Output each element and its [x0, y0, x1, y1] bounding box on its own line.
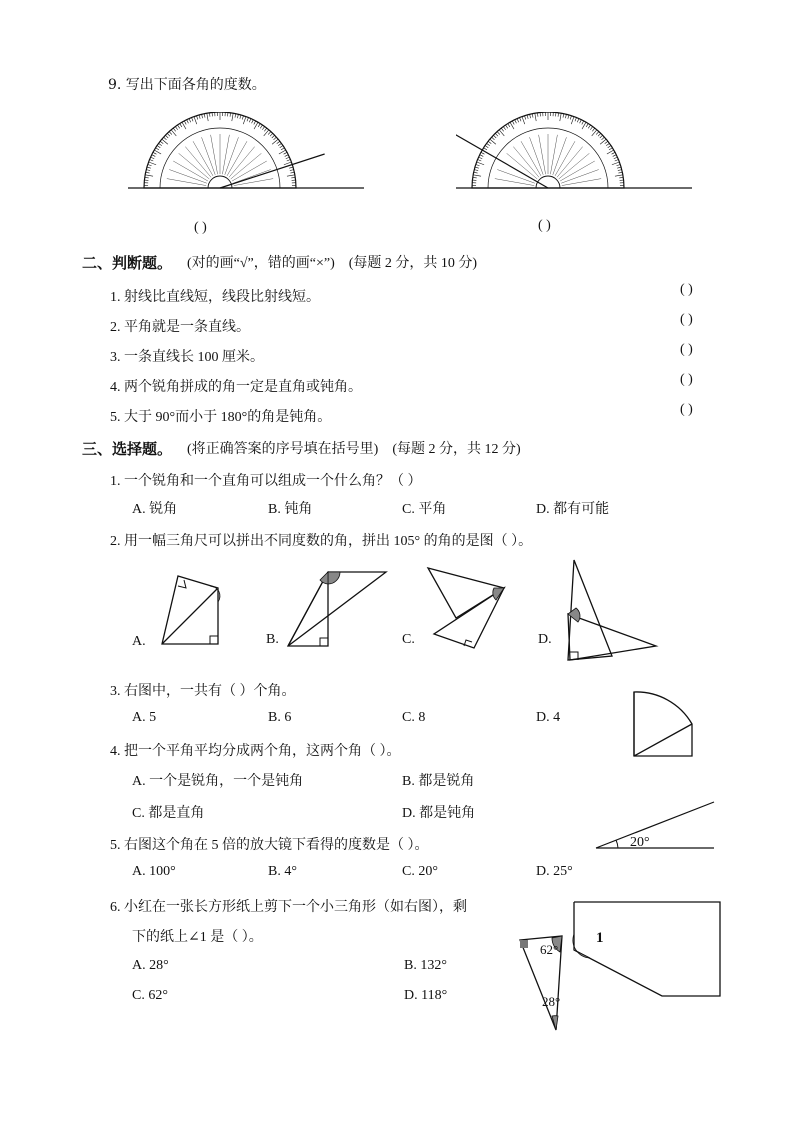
s2-blank-1[interactable]: ( ) [680, 282, 693, 297]
q3-figure [630, 688, 700, 760]
s3-q6-text: 6. 小红在一张长方形纸上剪下一个小三角形（如右图），剩 [110, 900, 467, 915]
s2-item-5: 5. 大于 90°而小于 180°的角是钝角。 [110, 410, 332, 425]
s3-q5-option-c[interactable]: C. 20° [402, 864, 438, 879]
s3-q2-option-c[interactable]: C. [402, 632, 415, 647]
q5-angle-label: 20° [630, 835, 650, 850]
s3-q3-text: 3. 右图中，一共有（ ）个角。 [110, 684, 296, 699]
s3-q1-text: 1. 一个锐角和一个直角可以组成一个什么角？（ ） [110, 474, 422, 489]
q2-figure-d [556, 556, 676, 666]
s2-item-2: 2. 平角就是一条直线。 [110, 320, 250, 335]
s3-q6-option-c[interactable]: C. 62° [132, 988, 168, 1003]
s3-q6-option-a[interactable]: A. 28° [132, 958, 169, 973]
s3-q4-option-a[interactable]: A. 一个是锐角，一个是钝角 [132, 774, 304, 789]
s2-item-3: 3. 一条直线长 100 厘米。 [110, 350, 264, 365]
q6-angle-28-label: 28° [542, 994, 561, 1009]
s2-blank-5[interactable]: ( ) [680, 402, 693, 417]
protractor-left [128, 112, 368, 192]
s2-blank-2[interactable]: ( ) [680, 312, 693, 327]
s3-q5-option-a[interactable]: A. 100° [132, 864, 176, 879]
q2-figure-b [284, 570, 394, 650]
s3-q5-option-d[interactable]: D. 25° [536, 864, 573, 879]
s3-q4-text: 4. 把一个平角平均分成两个角，这两个角（ ）。 [110, 744, 401, 759]
s3-q3-option-b[interactable]: B. 6 [268, 710, 292, 725]
s3-q6-option-d[interactable]: D. 118° [404, 988, 448, 1003]
s3-q6-text2: 下的纸上∠1 是（ ）。 [132, 930, 263, 945]
s3-q2-option-d[interactable]: D. [538, 632, 552, 647]
q2-figure-a [152, 572, 232, 652]
s3-q4-option-c[interactable]: C. 都是直角 [132, 806, 205, 821]
q6-angle-62-label: 62° [540, 942, 559, 957]
q9-answer-1[interactable]: ( ) [194, 220, 207, 235]
s3-q2-option-a[interactable]: A. [132, 634, 146, 649]
q6-paper-figure [570, 898, 730, 998]
section3-heading: 三、选择题。 [82, 440, 173, 458]
q9-answer-2[interactable]: ( ) [538, 218, 551, 233]
s3-q1-option-c[interactable]: C. 平角 [402, 502, 447, 517]
s3-q4-option-d[interactable]: D. 都是钝角 [402, 806, 476, 821]
section2-heading: 二、判断题。 [82, 254, 173, 272]
q6-triangle-figure [516, 932, 576, 1032]
s3-q4-option-b[interactable]: B. 都是锐角 [402, 774, 475, 789]
s3-q5-option-b[interactable]: B. 4° [268, 864, 297, 879]
section3-note: (将正确答案的序号填在括号里) (每题 2 分，共 12 分) [187, 442, 521, 457]
q2-figure-c [420, 564, 520, 654]
protractor-right [456, 112, 696, 192]
s3-q3-option-c[interactable]: C. 8 [402, 710, 426, 725]
s3-q1-option-a[interactable]: A. 锐角 [132, 502, 178, 517]
s2-blank-4[interactable]: ( ) [680, 372, 693, 387]
q5-angle-figure [594, 798, 718, 852]
s3-q1-option-d[interactable]: D. 都有可能 [536, 502, 610, 517]
s3-q3-option-a[interactable]: A. 5 [132, 710, 157, 725]
s3-q3-option-d[interactable]: D. 4 [536, 710, 561, 725]
s2-item-4: 4. 两个锐角拼成的角一定是直角或钝角。 [110, 380, 362, 395]
s3-q1-option-b[interactable]: B. 钝角 [268, 502, 313, 517]
section2-note: (对的画“√”，错的画“×”) (每题 2 分，共 10 分) [187, 256, 478, 271]
s3-q2-text: 2. 用一幅三角尺可以拼出不同度数的角，拼出 105° 的角的是图（ ）。 [110, 534, 533, 549]
s3-q2-option-b[interactable]: B. [266, 632, 279, 647]
s3-q6-option-b[interactable]: B. 132° [404, 958, 447, 973]
q9-prompt: 9. 写出下面各角的度数。 [108, 77, 266, 93]
s3-q5-text: 5. 右图这个角在 5 倍的放大镜下看得的度数是（ ）。 [110, 838, 429, 853]
q6-angle-1-label: 1 [596, 930, 604, 946]
s2-item-1: 1. 射线比直线短，线段比射线短。 [110, 290, 320, 305]
s2-blank-3[interactable]: ( ) [680, 342, 693, 357]
